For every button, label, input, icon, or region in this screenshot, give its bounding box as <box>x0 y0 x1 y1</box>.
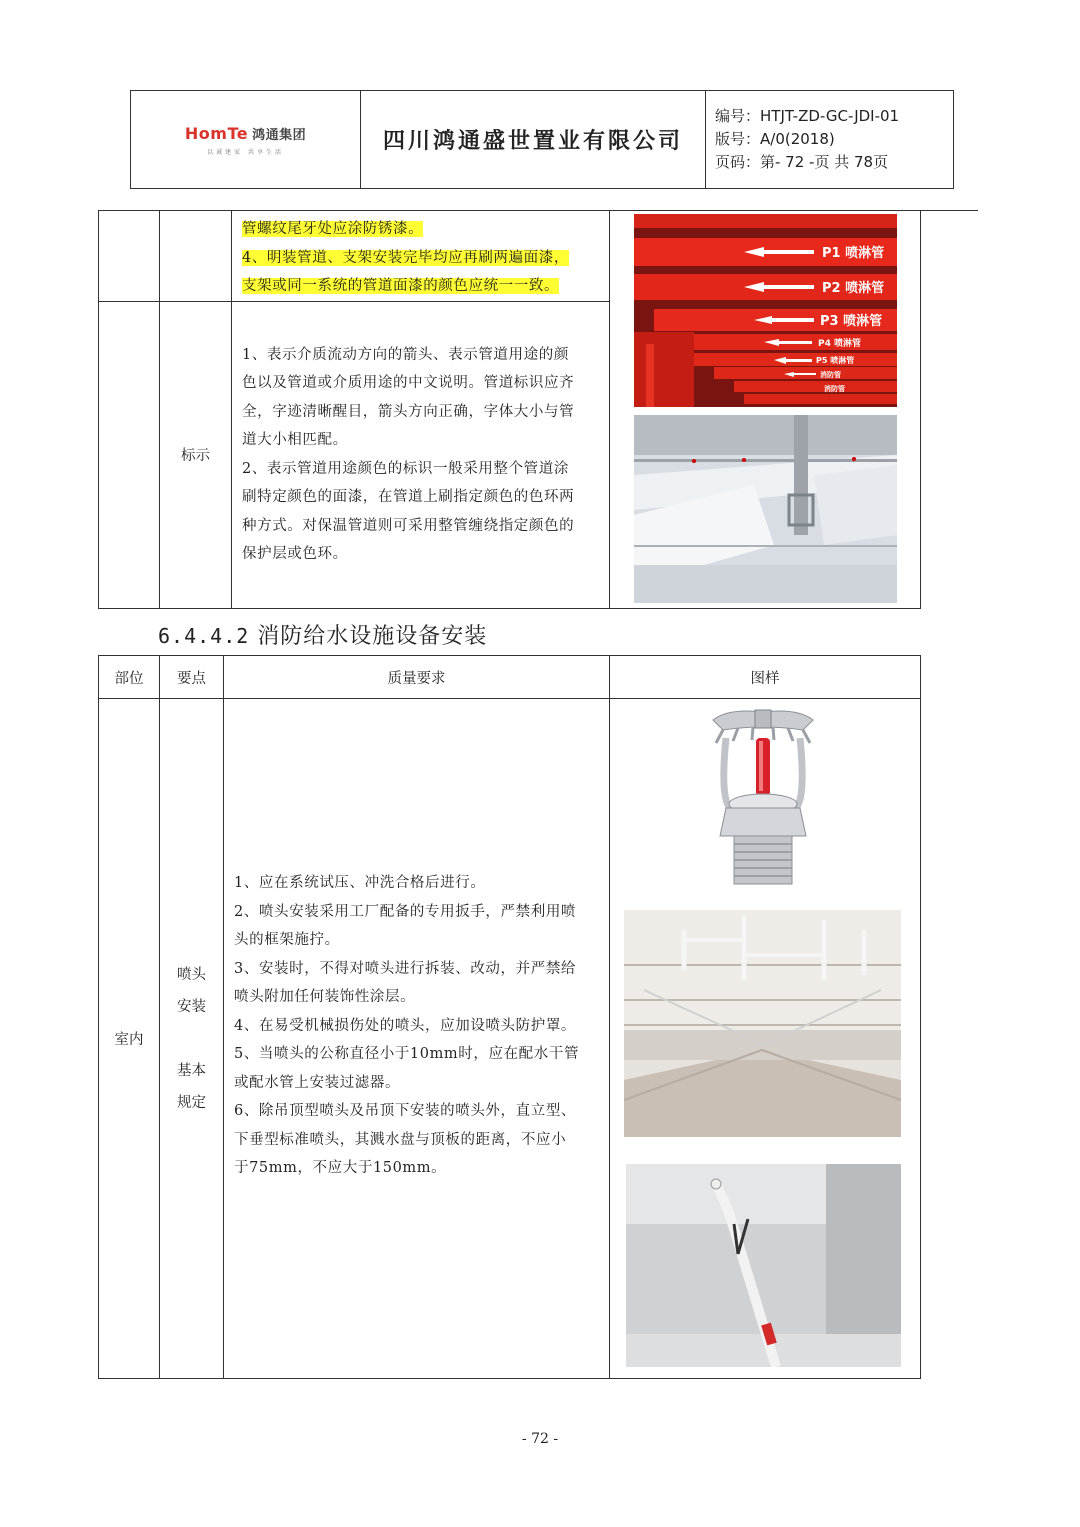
text-line: 4、在易受机械损伤处的喷头，应加设喷头防护罩。 <box>234 1017 577 1034</box>
sprinkler-head-photo <box>708 708 818 890</box>
text-line: 1、表示介质流动方向的箭头、表示管道用途的颜 <box>242 346 569 363</box>
text-line: 1、应在系统试压、冲洗合格后进行。 <box>234 875 486 891</box>
doc-meta <box>706 91 953 188</box>
company-logo <box>131 91 361 188</box>
text-line: 支架或同一系统的管道面漆的颜色应统一一致。 <box>242 278 560 294</box>
text-line: 2、喷头安装采用工厂配备的专用扳手，严禁利用喷 <box>234 903 577 920</box>
image-cell <box>610 211 921 609</box>
header-point: 要点 <box>160 656 224 699</box>
red-pipes-photo <box>634 214 897 407</box>
requirement-cell <box>232 211 610 302</box>
text-line: 4、明装管道、支架安装完毕均应再刷两遍面漆， <box>242 249 569 266</box>
text-line: 刷特定颜色的面漆，在管道上刷指定颜色的色环两 <box>242 489 575 505</box>
page-number: - 72 - <box>521 1431 559 1447</box>
point-line: 安装 <box>177 998 206 1015</box>
text-line: 喷头附加任何装饰性涂层。 <box>234 989 416 1005</box>
text-line: 头的框架施拧。 <box>234 932 340 948</box>
text-line: 种方式。对保温管道则可采用整管缠绕指定颜色的 <box>242 517 575 534</box>
location-cell <box>99 211 160 302</box>
text-line: 于75mm，不应大于150mm。 <box>234 1160 447 1176</box>
pipe-label: P5 喷淋管 <box>816 356 855 365</box>
warehouse-pipes-photo <box>624 910 901 1137</box>
logo-cn: 鸿通集团 <box>252 127 307 143</box>
pipe-label: P4 喷淋管 <box>818 339 861 349</box>
text-line: 管螺纹尾牙处应涂防锈漆。 <box>242 221 424 237</box>
doc-page: 页码：第- 72 -页 共 78页 <box>715 153 889 171</box>
text-line: 道大小相匹配。 <box>242 432 348 448</box>
image-cell <box>610 699 921 1379</box>
doc-number: 编号：HTJT-ZD-GC-JDⅠ-01 <box>715 107 900 125</box>
pipe-label: P1 喷淋管 <box>822 246 885 261</box>
section-number: 6.4.4.2 <box>158 624 250 648</box>
pipe-bracket-photo <box>626 1164 901 1367</box>
text-line: 5、当喷头的公称直径小于10mm时，应在配水干管 <box>234 1046 580 1062</box>
point-marking: 标示 <box>160 301 232 608</box>
requirement-cell <box>232 301 610 608</box>
header-location: 部位 <box>99 656 160 699</box>
document-header <box>130 90 954 189</box>
header-requirement: 质量要求 <box>224 656 610 699</box>
pipe-label: 消防管 <box>824 385 845 393</box>
location-indoor: 室内 <box>99 699 160 1379</box>
text-line: 保护层或色环。 <box>242 546 348 562</box>
header-figure: 图样 <box>610 656 921 699</box>
logo-slogan: 以诚建家 共享生活 <box>207 148 284 156</box>
pipe-label: 消防管 <box>820 371 841 379</box>
text-line: 下垂型标准喷头，其溅水盘与顶板的距离，不应小 <box>234 1131 567 1148</box>
point-cell <box>160 211 232 302</box>
sprinkler-install-table <box>98 655 921 1379</box>
point-line: 基本 <box>177 1062 206 1079</box>
location-cell <box>99 301 160 608</box>
doc-version: 版号：A/0(2018) <box>715 130 835 148</box>
pipe-marking-table <box>98 210 921 609</box>
logo-text: HomTe <box>184 123 249 143</box>
point-sprinkler <box>160 699 224 1379</box>
requirement-cell <box>224 699 610 1379</box>
text-line: 色以及管道或介质用途的中文说明。管道标识应齐 <box>242 375 575 391</box>
text-line: 6、除吊顶型喷头及吊顶下安装的喷头外，直立型、 <box>234 1103 577 1119</box>
section-title <box>158 619 487 650</box>
point-line: 规定 <box>177 1094 206 1111</box>
text-line: 全，字迹清晰醒目，箭头方向正确，字体大小与管 <box>242 403 575 420</box>
section-text: 消防给水设施设备安装 <box>257 624 488 649</box>
pipe-label: P3 喷淋管 <box>820 314 883 329</box>
company-name: 四川鸿通盛世置业有限公司 <box>361 91 706 188</box>
point-line: 喷头 <box>177 966 206 983</box>
ceiling-pipes-photo <box>634 415 897 603</box>
text-line: 2、表示管道用途颜色的标识一般采用整个管道涂 <box>242 460 569 477</box>
text-line: 3、安装时，不得对喷头进行拆装、改动，并严禁给 <box>234 960 577 977</box>
text-line: 或配水管上安装过滤器。 <box>234 1074 401 1091</box>
pipe-label: P2 喷淋管 <box>822 281 885 296</box>
